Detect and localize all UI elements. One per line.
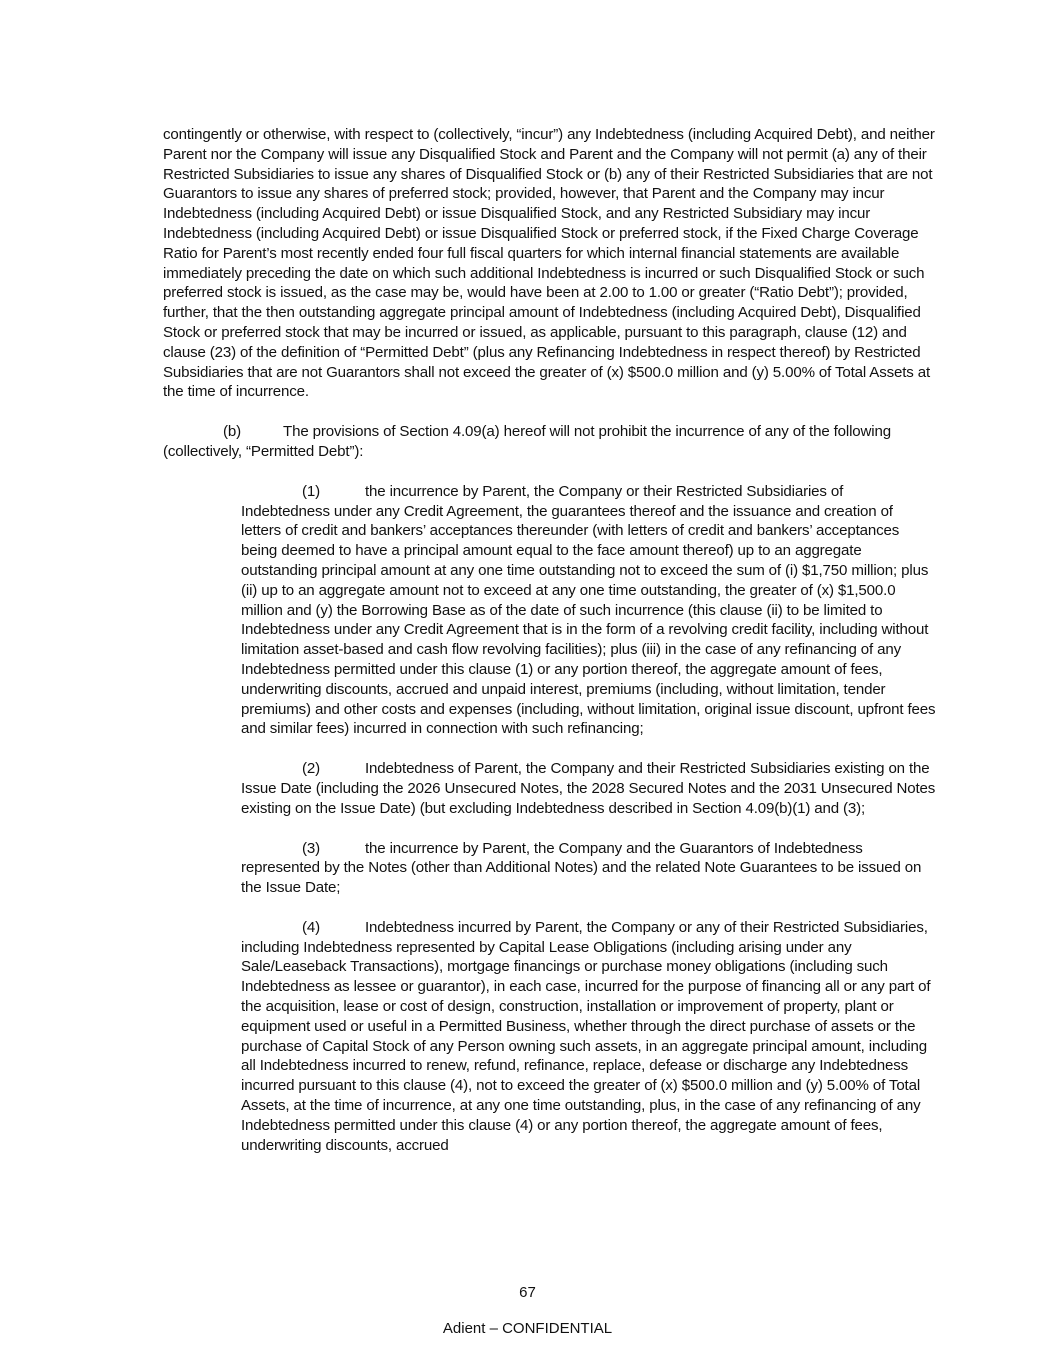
list-item [241, 839, 936, 898]
item-text: Indebtedness incurred by Parent, the Company or any of their Restricted Subsidiaries, including Indebtedness represented by Capital Lease Obligations (including arising under any Sale/Leaseback Transactions), mortgage financings or purchase money obligations (including such Indebtedness as lessee or guarantor), in each case, incurred for the purpose of financing all or any part of the acquisition, lease or cost of design, construction, installation or improvement of property, plant or equipment used or useful in a Permitted Business, whether through the direct purchase of assets or the purchase of Capital Stock of any Person owning such assets, in an aggregate principal amount, including all Indebtedness incurred to renew, refund, refinance, replace, defease or discharge any Indebtedness incurred pursuant to this clause (4), not to exceed the greater of (x) $500.0 million and (y) 5.00% of Total Assets, at the time of incurrence, at any one time outstanding, plus, in the case of any refinancing of any Indebtedness permitted under this clause (4) or any portion thereof, the aggregate amount of fees, underwriting discounts, accrued [241, 918, 931, 1154]
section-b-text: The provisions of Section 4.09(a) hereof will not prohibit the incurrence of any of the following (collectively, “Permitted Debt”): [163, 423, 891, 460]
item-label: (4) [302, 918, 320, 936]
list-item [241, 918, 936, 1156]
item-text: the incurrence by Parent, the Company and the Guarantors of Indebtedness represented by the Notes (other than Additional Notes) and the related Note Guarantees to be issued on the Issue Date; [241, 839, 922, 897]
section-b-paragraph [163, 422, 936, 462]
item-label: (2) [302, 760, 320, 778]
item-text: the incurrence by Parent, the Company or their Restricted Subsidiaries of Indebtedness under any Credit Agreement, the guarantees thereof and the issuance and creation of letters of credit and bankers’ acceptances thereunder (with letters of credit and bankers’ acceptances being deemed to have a principal amount equal to the face amount thereof) up to an aggregate outstanding principal amount at any one time outstanding not to exceed the sum of (i) $1,750 million; plus (ii) up to an aggregate amount not to exceed at any one time outstanding, the greater of (x) $1,500.0 million and (y) the Borrowing Base as of the date of such incurrence (this clause (ii) to be limited to Indebtedness under any Credit Agreement that is in the form of a revolving credit facility, including without limitation asset-based and cash flow revolving facilities); plus (iii) in the case of any refinancing of any Indebtedness permitted under this clause (1) or any portion thereof, the aggregate amount of fees, underwriting discounts, accrued and unpaid interest, premiums (including, without limitation, tender premiums) and other costs and expenses (including, without limitation, original issue discount, upfront fees and similar fees) incurred in connection with such refinancing; [241, 482, 936, 738]
confidential-footer: Adient – CONFIDENTIAL [442, 1320, 613, 1337]
intro-paragraph: contingently or otherwise, with respect to (collectively, “incur”) any Indebtedness (including Acquired Debt), and neither Parent nor the Company will issue any Disqualified Stock and Parent and the Company will not permit (a) any of their Restricted Subsidiaries to issue any shares of Disqualified Stock or (b) any of their Restricted Subsidiaries that are not Guarantors to issue any shares of preferred stock; provided, however, that Parent and the Company may incur Indebtedness (including Acquired Debt) or issue Disqualified Stock, and any Restricted Subsidiary may incur Indebtedness (including Acquired Debt) or issue Disqualified Stock or preferred stock, if the Fixed Charge Coverage Ratio for Parent’s most recently ended four full fiscal quarters for which internal financial statements are available immediately preceding the date on which such additional Indebtedness is incurred or such Disqualified Stock or such preferred stock is issued, as the case may be, would have been at 2.00 to 1.00 or greater (“Ratio Debt”); provided, further, that the then outstanding aggregate principal amount of Indebtedness (including Acquired Debt), Disqualified Stock or preferred stock that may be incurred or issued, as applicable, pursuant to this paragraph, clause (12) and clause (23) of the definition of “Permitted Debt” (plus any Refinancing Indebtedness in respect thereof) by Restricted Subsidiaries that are not Guarantors shall not exceed the greater of (x) $500.0 million and (y) 5.00% of Total Assets at the time of incurrence. [163, 126, 935, 401]
page-number: 67 [519, 1284, 536, 1301]
list-item [241, 482, 936, 739]
item-label: (3) [302, 839, 320, 857]
list-item [241, 759, 936, 818]
item-label: (1) [302, 482, 320, 500]
item-text: Indebtedness of Parent, the Company and their Restricted Subsidiaries existing on the Issue Date (including the 2026 Unsecured Notes, the 2028 Secured Notes and the 2031 Unsecured Notes existing on the Issue Date) (but excluding Indebtedness described in Section 4.09(b)(1) and (3); [241, 760, 936, 817]
section-b-label: (b) [223, 423, 241, 441]
document-body [163, 125, 936, 1175]
